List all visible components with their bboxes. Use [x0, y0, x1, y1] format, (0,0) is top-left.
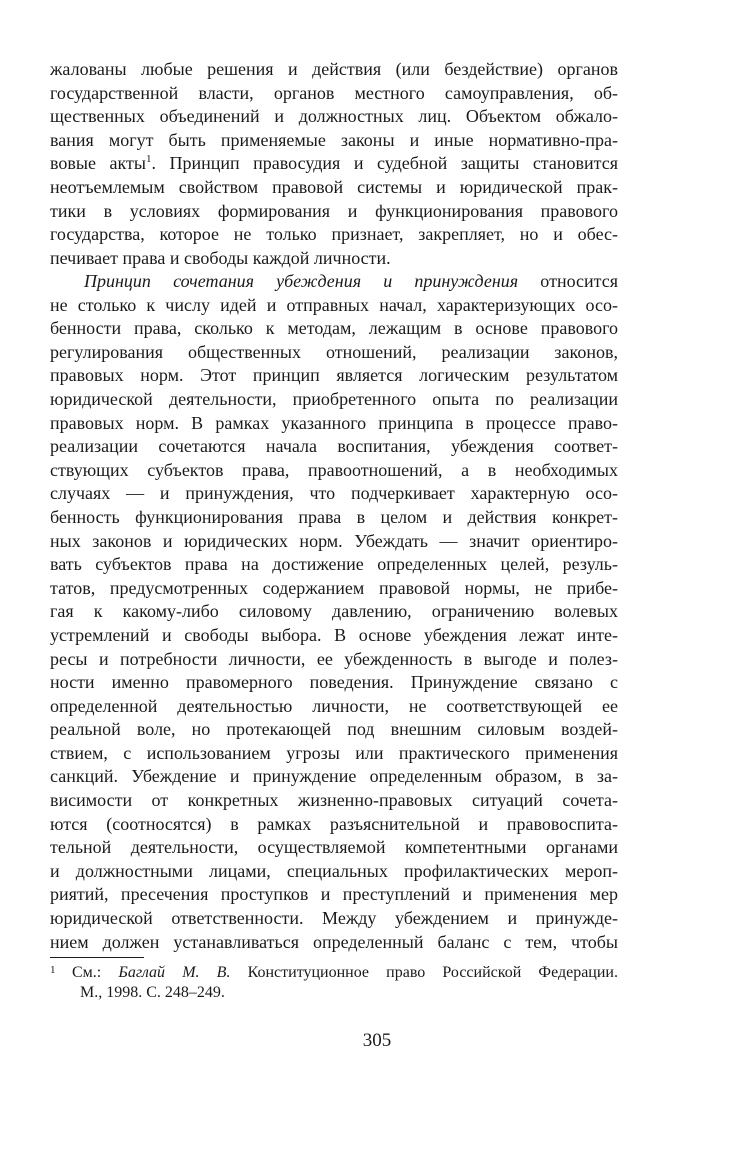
- text-line: не столько к числу идей и отправных начал, характеризующих осо-: [50, 294, 618, 315]
- text-line: определенной деятельностью личности, не соответствующей ее: [50, 695, 618, 716]
- text-line: вать субъектов права на достижение определенных целей, резуль-: [50, 554, 618, 575]
- footnote-title: Конституционное право Российской Федерации.: [230, 964, 618, 981]
- text-line: ности именно правомерного поведения. Принуждение связано с: [50, 672, 618, 693]
- text-line: ресы и потребности личности, ее убежденность в выгоде и полез-: [50, 648, 618, 669]
- text-line: неотъемлемым свойством правовой системы и юридической прак-: [50, 176, 618, 197]
- text-line: санкций. Убеждение и принуждение определенным образом, в за-: [50, 766, 618, 787]
- text-line: ются (соотносятся) в рамках разъяснительной и правовоспита-: [50, 813, 618, 834]
- footnote-prefix: См.:: [72, 964, 119, 981]
- text-line: бенность функционирования права в целом и действия конкрет-: [50, 506, 618, 527]
- text-fragment: относится: [518, 271, 618, 291]
- text-line: печивает права и свободы каждой личности.: [50, 247, 391, 268]
- text-line: ствием, с использованием угрозы или практического применения: [50, 742, 618, 763]
- text-line: реализации сочетаются начала воспитания, убеждения соответ-: [50, 436, 618, 457]
- footnote-divider: [50, 957, 144, 958]
- text-line: жалованы любые решения и действия (или бездействие) органов: [50, 59, 618, 79]
- footnote-line: [50, 963, 618, 983]
- paragraph-2: [50, 270, 618, 954]
- text-line: бенности права, сколько к методам, лежащим в основе правового: [50, 318, 618, 339]
- text-line: висимости от конкретных жизненно-правовых ситуаций сочета-: [50, 790, 618, 811]
- text-line: и должностными лицами, специальных профилактических мероп-: [50, 860, 618, 881]
- text-line: государства, которое не только признает, закрепляет, но и обес-: [50, 224, 618, 245]
- text-line: реальной воле, но протекающей под внешним силовым воздей-: [50, 719, 618, 740]
- text-line: вания могут быть применяемые законы и иные нормативно-пра-: [50, 129, 618, 150]
- footnote: [50, 963, 618, 1003]
- text-line: щественных объединений и должностных лиц. Объектом обжало-: [50, 106, 618, 127]
- text-fragment: . Принцип правосудия и судебной защиты становится: [151, 153, 618, 174]
- text-line: [50, 270, 618, 294]
- footnote-mark: 1: [50, 964, 56, 976]
- text-line: юридической ответственности. Между убеждением и принужде-: [50, 908, 618, 929]
- text-line: государственной власти, органов местного самоуправления, об-: [50, 82, 618, 103]
- text-line: ствующих субъектов права, правоотношений, а в необходимых: [50, 459, 618, 480]
- text-line: устремлений и свободы выбора. В основе убеждения лежат инте-: [50, 624, 618, 645]
- text-line: гая к какому-либо силовому давлению, ограничению волевых: [50, 601, 618, 622]
- text-line: татов, предусмотренных содержанием правовой нормы, не прибе-: [50, 577, 618, 598]
- text-line: риятий, пресечения проступков и преступлений и применения мер: [50, 884, 618, 905]
- text-line: юридической деятельности, приобретенного опыта по реализации: [50, 388, 618, 409]
- text-line: правовых норм. В рамках указанного принципа в процессе право-: [50, 412, 618, 433]
- text-line: тики в условиях формирования и функционирования правового: [50, 200, 618, 221]
- footnote-reference: 1: [145, 153, 152, 166]
- page-number: 305: [362, 1030, 392, 1051]
- text-line: случаях — и принуждения, что подчеркивает характерную осо-: [50, 483, 618, 504]
- italic-lead: Принцип сочетания убеждения и принуждения: [84, 271, 519, 291]
- footnote-author: Баглай М. В.: [118, 964, 231, 981]
- text-line: [50, 152, 618, 176]
- text-fragment: вовые акты: [50, 153, 146, 174]
- text-line: правовых норм. Этот принцип является логическим результатом: [50, 365, 618, 386]
- footnote-line: М., 1998. С. 248–249.: [80, 984, 225, 1001]
- text-line: ных законов и юридических норм. Убеждать — значит ориентиро-: [50, 530, 618, 551]
- paragraph-1: [50, 58, 618, 270]
- text-line: регулирования общественных отношений, реализации законов,: [50, 341, 618, 362]
- text-line: тельной деятельности, осуществляемой компетентными органами: [50, 837, 618, 858]
- text-line: нием должен устанавливаться определенный баланс с тем, чтобы: [50, 931, 618, 952]
